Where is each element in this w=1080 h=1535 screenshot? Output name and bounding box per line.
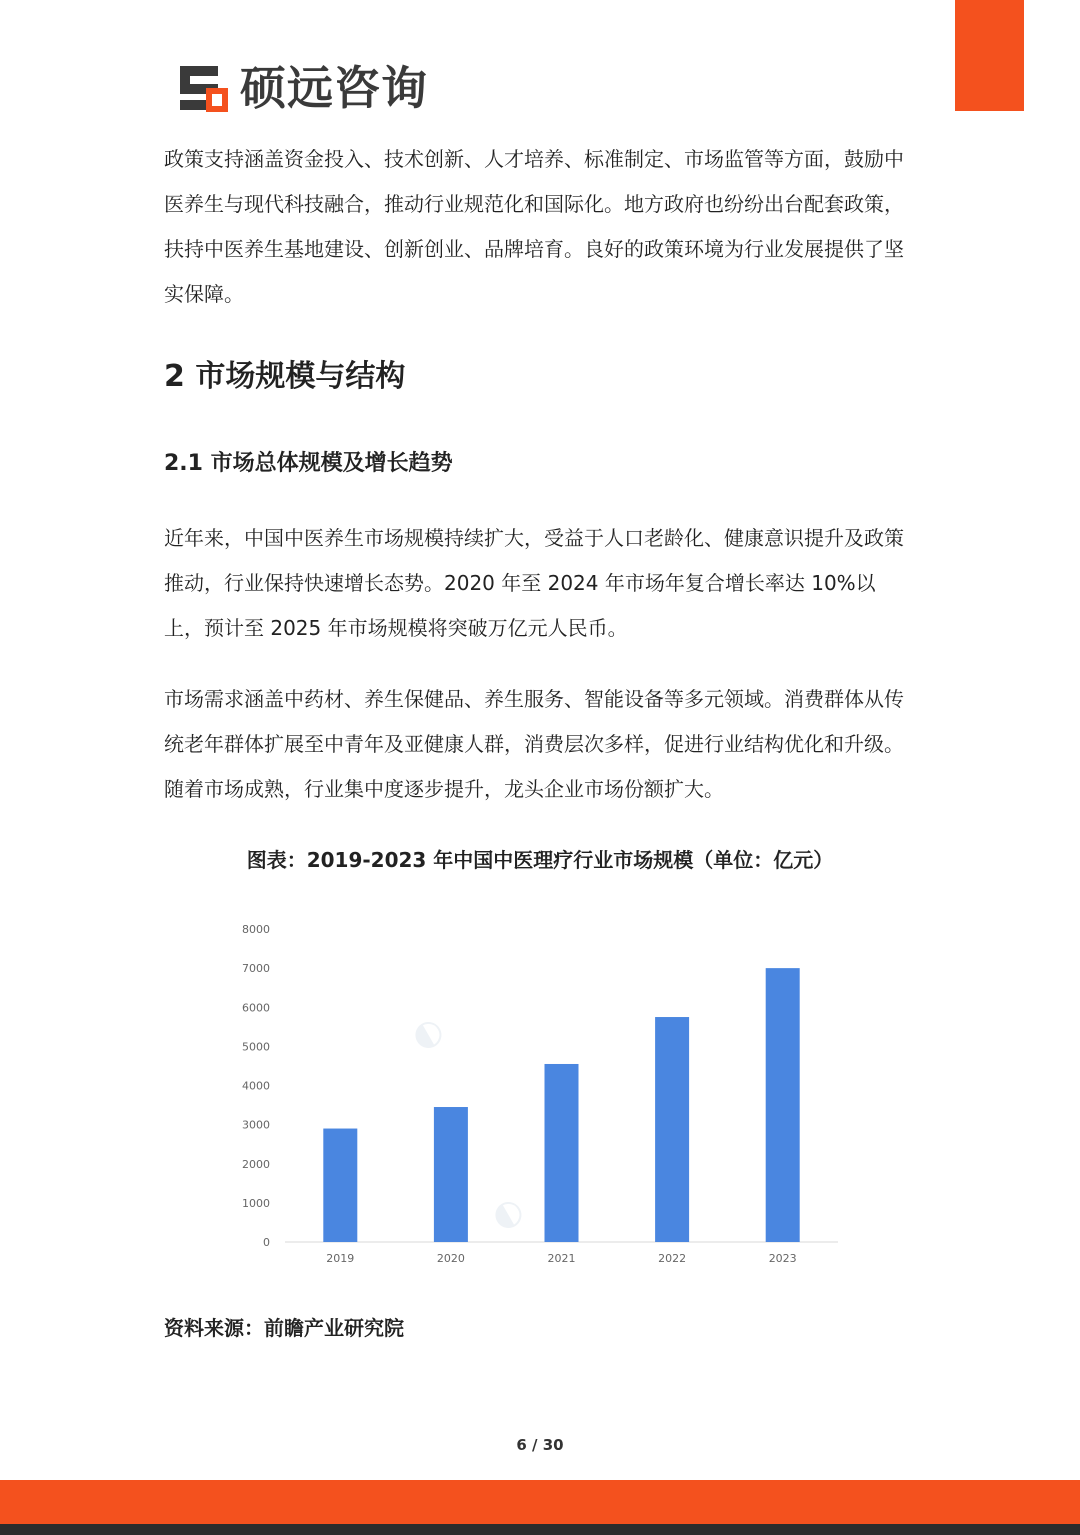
x-tick-label: 2022 xyxy=(658,1252,687,1265)
chart-title: 图表：2019-2023 年中国中医理疗行业市场规模（单位：亿元） xyxy=(246,848,834,872)
y-tick-label: 1000 xyxy=(242,1196,270,1210)
section-heading: 2 市场规模与结构 xyxy=(164,359,406,394)
paragraph-market-size: 近年来，中国中医养生市场规模持续扩大，受益于人口老龄化、健康意识提升及政策推动，行业保持快速增长态势。2020 年至 2024 年市场年复合增长率达 10%以上，预计至 2025 年市场规模将突破万亿元人民币。 xyxy=(164,526,904,640)
subsection-heading: 2.1 市场总体规模及增长趋势 xyxy=(164,451,453,476)
y-tick-label: 5000 xyxy=(242,1040,270,1054)
y-tick-label: 6000 xyxy=(242,1001,270,1015)
y-tick-label: 4000 xyxy=(242,1079,270,1093)
page-number: 6 / 30 xyxy=(516,1436,564,1454)
y-tick-label: 0 xyxy=(263,1236,270,1249)
y-tick-label: 2000 xyxy=(242,1157,270,1171)
footer-accent-bar xyxy=(0,1480,1080,1524)
svg-text:◐: ◐ xyxy=(404,1008,451,1058)
paragraph-policy: 政策支持涵盖资金投入、技术创新、人才培养、标准制定、市场监管等方面，鼓励中医养生与现代科技融合，推动行业规范化和国际化。地方政府也纷纷出台配套政策，扶持中医养生基地建设、创新创业、品牌培育。良好的政策环境为行业发展提供了坚实保障。 xyxy=(164,147,904,306)
x-tick-label: 2021 xyxy=(547,1252,576,1265)
bar-2019 xyxy=(323,1129,357,1242)
y-tick-label: 7000 xyxy=(242,962,270,976)
y-tick-label: 3000 xyxy=(242,1118,270,1132)
x-axis-ticks xyxy=(326,1252,796,1265)
bar-2022 xyxy=(655,1017,689,1242)
y-axis-ticks xyxy=(242,923,270,1249)
x-tick-label: 2023 xyxy=(768,1252,797,1265)
svg-text:◐: ◐ xyxy=(484,1188,531,1238)
footer-dark-strip xyxy=(0,1524,1080,1535)
data-source: 资料来源：前瞻产业研究院 xyxy=(164,1316,404,1340)
paragraph-market-demand: 市场需求涵盖中药材、养生保健品、养生服务、智能设备等多元领域。消费群体从传统老年群体扩展至中青年及亚健康人群，消费层次多样，促进行业结构优化和升级。随着市场成熟，行业集中度逐步提升，龙头企业市场份额扩大。 xyxy=(164,687,904,801)
brand-name: 硕远咨询 xyxy=(240,61,428,115)
bar-2023 xyxy=(766,968,800,1242)
x-tick-label: 2020 xyxy=(436,1252,465,1265)
bar-2020 xyxy=(434,1107,468,1242)
x-tick-label: 2019 xyxy=(326,1252,355,1265)
bar-2021 xyxy=(545,1064,579,1242)
bars xyxy=(323,968,799,1242)
y-tick-label: 8000 xyxy=(242,923,270,936)
